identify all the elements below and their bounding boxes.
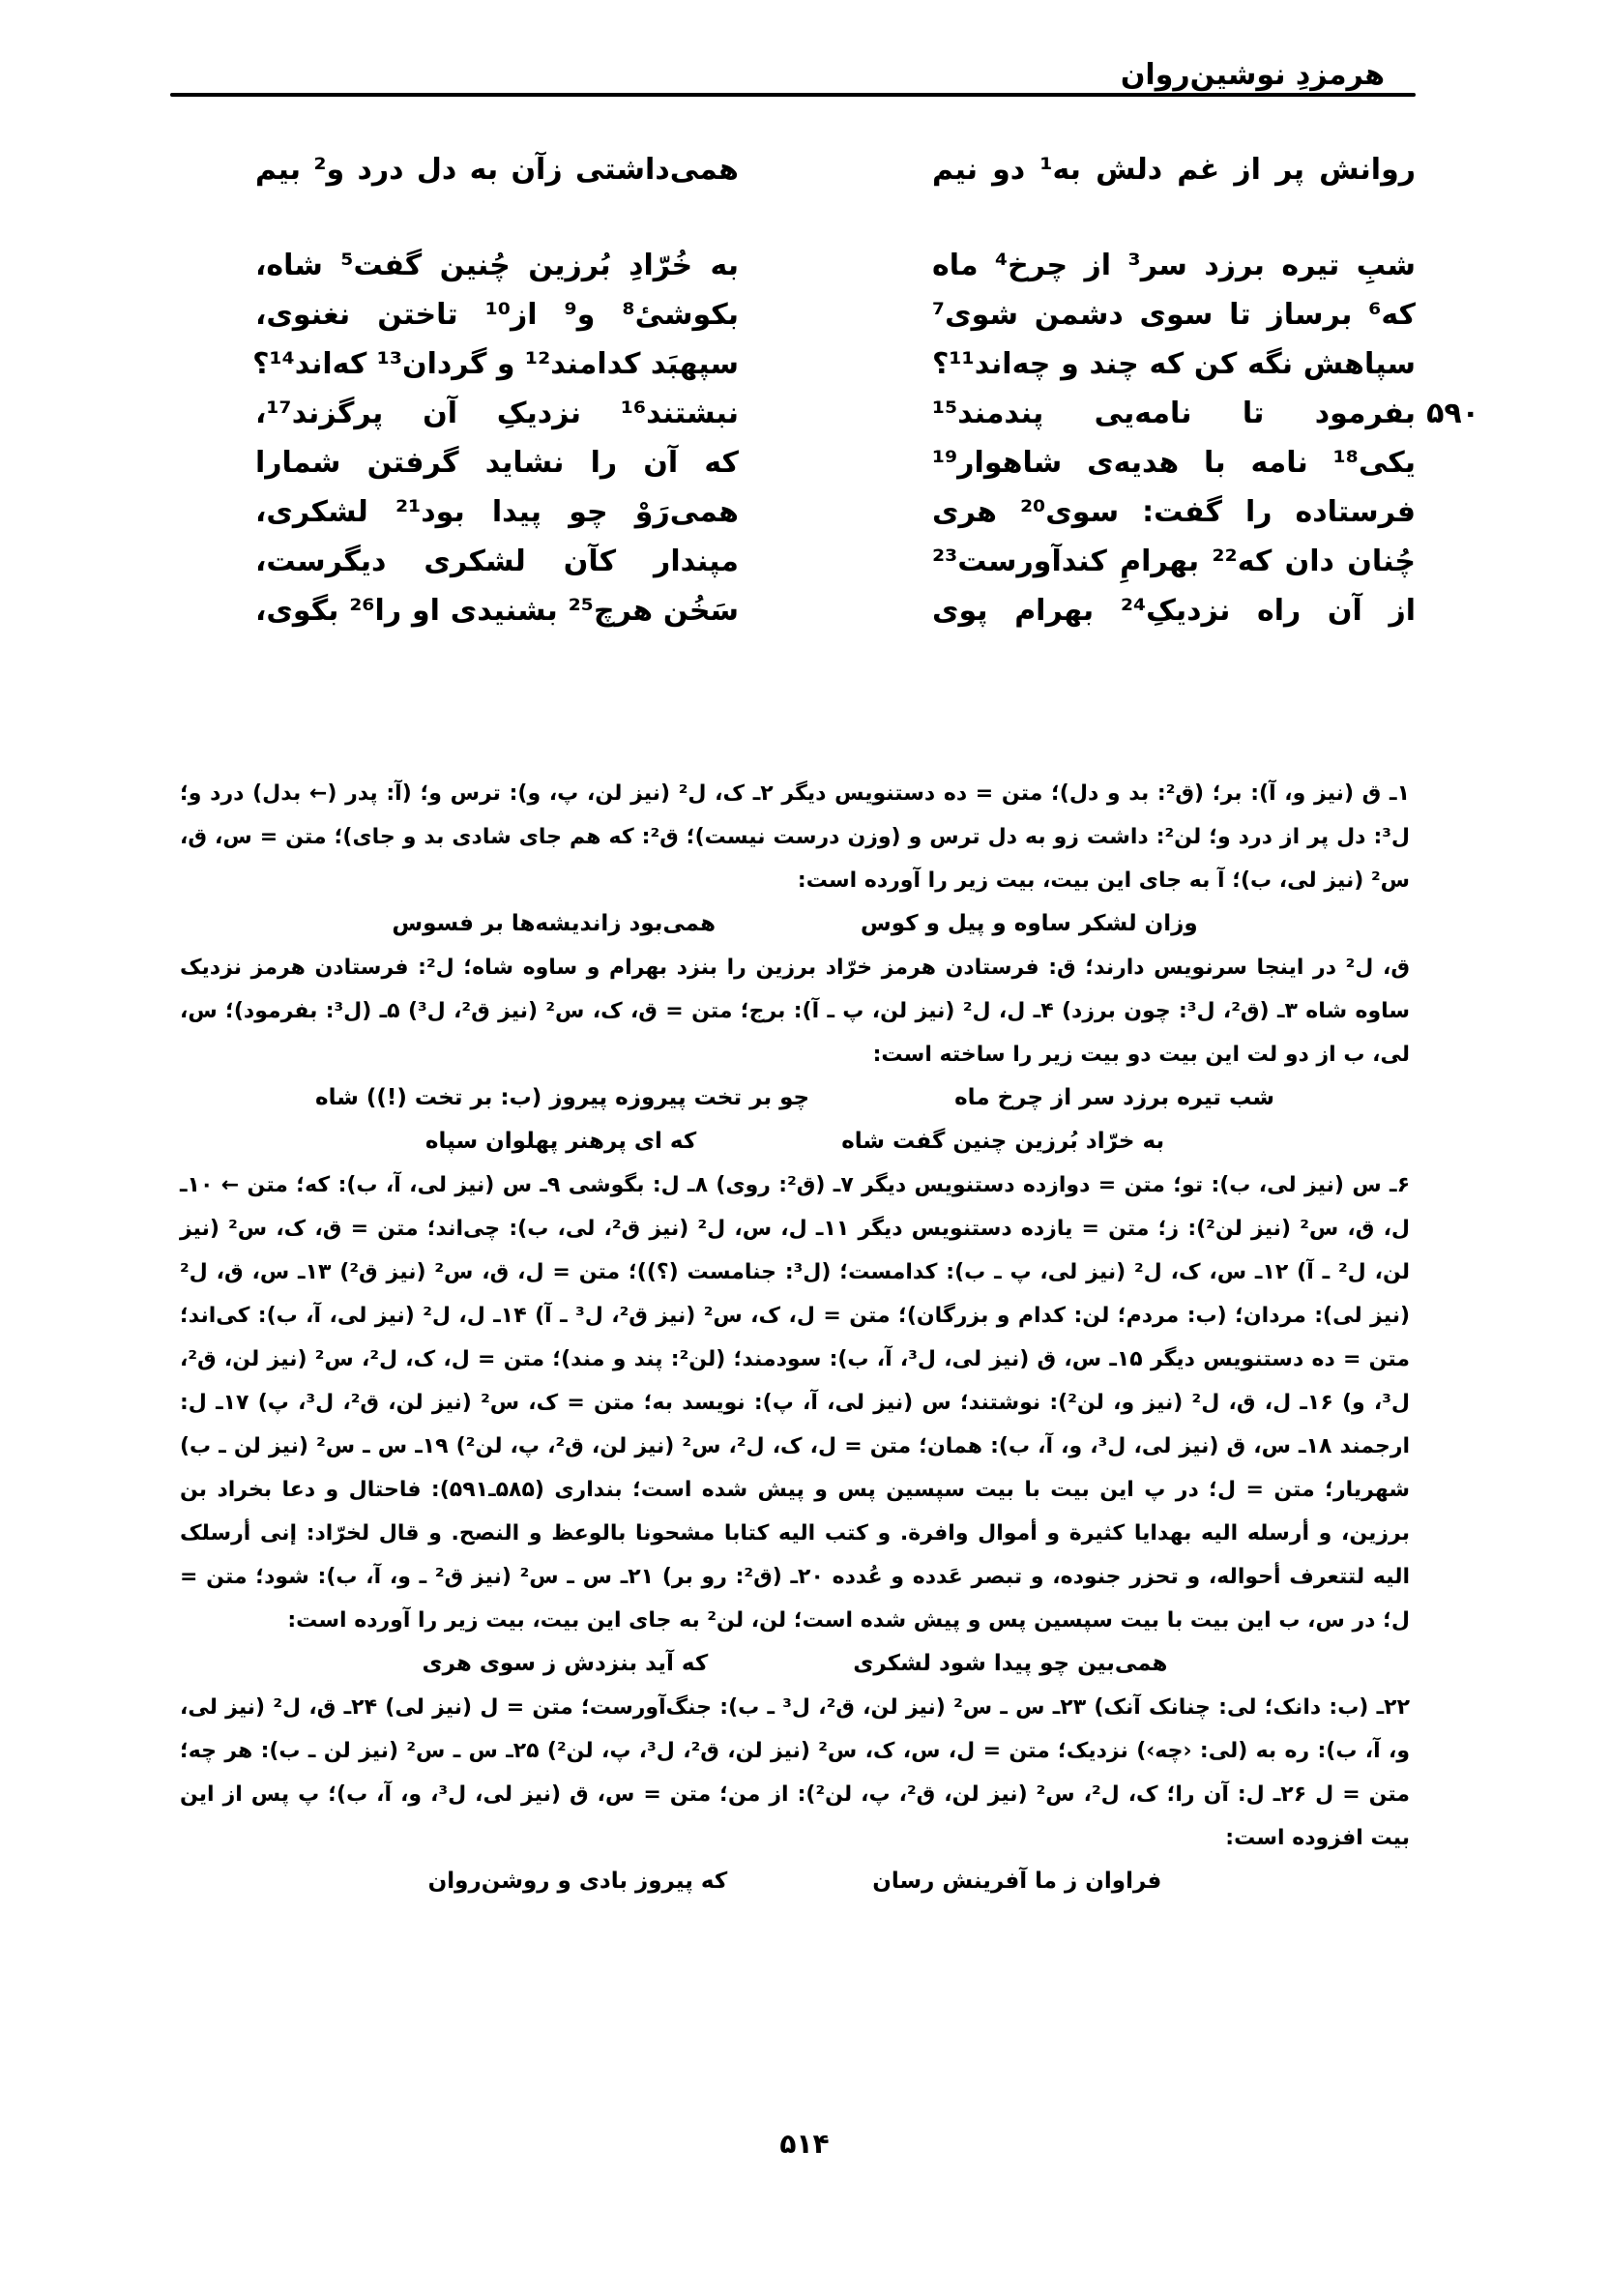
footnote-paragraph: ۲۲ـ (ب: دانک؛ لی: چنانک آنک) ۲۳ـ س ـ س² (نیز لن، ق²، ل³ ـ ب): جنگ‌آورست؛ متن = ل (نیز لی) ۲۴ـ ق، ل² (نیز لی، و، آ، ب): ره به (لی: ‹چه›) نزدیک؛ متن = ل، س، ک، س² (نیز لن، ق²، ل³، پ، لن²) ۲۵ـ س ـ س² (نیز لن ـ ب): هر چه؛ متن = ل ۲۶ـ ل: آن را؛ ک، ل²، س² (نیز لن، ق²، پ، لن²): از من؛ متن = س، ق (نیز لی، ل³، و، آ، ب)؛ پ پس از این بیت افزوده است: bbox=[180, 1695, 1411, 1850]
verse-couplet bbox=[255, 290, 1416, 339]
verse-couplet bbox=[255, 389, 1479, 438]
quoted-hemistich-right: فراوان ز ما آفرینش رسان bbox=[872, 1869, 1162, 1894]
running-title: هرمزدِ نوشین‌روان bbox=[1120, 58, 1385, 92]
header-rule bbox=[170, 93, 1416, 97]
hemistich-right: چُنان دان که²² بهرامِ کندآورست²³ bbox=[932, 545, 1416, 578]
quoted-hemistich-left: همی‌بود زاندیشه‌ها بر فسوس bbox=[392, 911, 717, 936]
hemistich-left: همی‌داشتی زآن به دل درد و² بیم bbox=[255, 153, 739, 187]
hemistich-left: همی‌رَوْ چو پیدا بود²¹ لشکری، bbox=[255, 495, 739, 529]
quoted-couplet bbox=[180, 1642, 1410, 1686]
page-number: ۵۱۴ bbox=[779, 2128, 830, 2160]
hemistich-right: سپاهش نگه کن که چند و چه‌اند¹¹؟ bbox=[932, 347, 1416, 381]
footnote-paragraph: ۱ـ ق (نیز و، آ): بر؛ (ق²: بد و دل)؛ متن = ده دستنویس دیگر ۲ـ ک، ل² (نیز لن، پ، و): ترس و؛ (آ: پدر (← بدل) درد و؛ ل³: دل پر از درد و؛ لن²: داشت زو به دل ترس و (وزن درست نیست)؛ ق²: که هم جای شادی بد و جای)؛ متن = س، ق، س² (نیز لی، ب)؛ آ به جای این بیت، بیت زیر را آورده است: bbox=[180, 781, 1411, 893]
footnote-paragraph: ۶ـ س (نیز لی، ب): تو؛ متن = دوازده دستنویس دیگر ۷ـ (ق²: روی) ۸ـ ل: بگوشی ۹ـ س (نیز لی، آ، ب): که؛ متن ← ۱۰ـ ل، ق، س² (نیز لن²): ز؛ متن = یازده دستنویس دیگر ۱۱ـ ل، س، ل² (نیز ق²، لی، ب): چی‌اند؛ متن = ق، ک، س² (نیز لن، ل² ـ آ) ۱۲ـ س، ک، ل² (نیز لی، پ ـ ب): کدامست؛ (ل³: جنامست (؟))؛ متن = ل، ق، س² (نیز ق²) ۱۳ـ س، ق، ل² (نیز لی): مردان؛ (ب: مردم؛ لن: کدام و بزرگان)؛ متن = ل، ک، س² (نیز ق²، ل³ ـ آ) ۱۴ـ ل، ل² (نیز لی، آ، ب): کی‌اند؛ متن = ده دستنویس دیگر ۱۵ـ س، ق (نیز لی، ل³، آ، ب): سودمند؛ (لن²: پند و مند)؛ متن = ل، ک، ل²، س² (نیز لن، ق²، ل³، و) ۱۶ـ ل، ق، ل² (نیز و، لن²): نوشتند؛ س (نیز لی، آ، پ): نویسد به؛ متن = ک، س² (نیز لن، ق²، ل³، پ) ۱۷ـ ل: ارجمند ۱۸ـ س، ق (نیز لی، ل³، و، آ، ب): همان؛ متن = ل، ک، ل²، س² (نیز لن، ق²، پ، لن²) ۱۹ـ س ـ س² (نیز لن ـ ب) شهریار؛ متن = ل؛ در پ این بیت با بیت سپسین پس و پیش شده است؛ بنداری (۵۸۵ـ۵۹۱): فاحتال و دعا بخراد بن برزین، و أرسله الیه بهدایا کثیرة و أموال وافرة. و کتب الیه کتابا مشحونا بالوعظ و النصح. و قال لخرّاد: إنی أرسلک الیه لتتعرف أحواله، و تحزر جنوده، و تبصر عَدده و عُدده ۲۰ـ (ق²: رو بر) ۲۱ـ س ـ س² (نیز ق² ـ و، آ، ب): شود؛ متن = ل؛ در س، ب این بیت با بیت سپسین پس و پیش شده است؛ لن، لن² به جای این بیت، بیت زیر را آورده است: bbox=[180, 1173, 1411, 1633]
hemistich-left: که آن را نشاید گرفتن شمارا bbox=[255, 446, 739, 480]
quoted-hemistich-left: چو بر تخت پیروزه پیروز (ب: بر تخت (!)) شاه bbox=[315, 1085, 810, 1110]
hemistich-right: از آن راه نزدیکِ²⁴ بهرام پوی bbox=[932, 594, 1416, 628]
hemistich-right: که⁶ برساز تا سوی دشمن شوی⁷ bbox=[932, 298, 1416, 332]
quoted-couplet bbox=[180, 1120, 1410, 1163]
quoted-couplet bbox=[180, 1860, 1410, 1903]
hemistich-left: بکوشیٔ⁸ و⁹ از¹⁰ تاختن نغنوی، bbox=[255, 298, 740, 332]
hemistich-left: سپهبَد کدامند¹² و گردان¹³ که‌اند¹⁴؟ bbox=[252, 347, 739, 381]
quoted-couplet bbox=[180, 902, 1410, 946]
hemistich-right: بفرمود تا نامه‌یی پندمند¹⁵ bbox=[932, 397, 1416, 430]
footnote-paragraph: ق، ل² در اینجا سرنویس دارند؛ ق: فرستادن هرمز خرّاد برزین را بنزد بهرام و ساوه شاه؛ ل²: فرستادن هرمز نزدیک ساوه شاه ۳ـ (ق²، ل³: چون برزد) ۴ـ ل، ل² (نیز لن، پ ـ آ): برج؛ متن = ق، ک، س² (نیز ق²، ل³) ۵ـ (ل³: بفرمود)؛ س، لی، ب از دو لت این بیت دو بیت زیر را ساخته است: bbox=[180, 956, 1411, 1067]
verse-couplet bbox=[255, 241, 1416, 290]
quoted-hemistich-right: همی‌بین چو پیدا شود لشکری bbox=[853, 1651, 1168, 1676]
footnotes-apparatus bbox=[180, 772, 1410, 1903]
verse-number: ۵۹۰ bbox=[1426, 397, 1479, 430]
quoted-hemistich-left: که پیروز بادی و روشن‌روان bbox=[427, 1869, 728, 1894]
hemistich-left: نبشتند¹⁶ نزدیکِ آن پرگزند¹⁷، bbox=[255, 397, 739, 430]
hemistich-right: روانش پر از غم دلش به¹ دو نیم bbox=[932, 153, 1417, 187]
poem-verses bbox=[252, 145, 1479, 635]
hemistich-left: به خُرّادِ بُرزین چُنین گفت⁵ شاه، bbox=[255, 249, 739, 282]
verse-couplet bbox=[252, 339, 1416, 389]
verse-couplet bbox=[255, 438, 1416, 487]
hemistich-right: فرستاده را گفت: سوی²⁰ هری bbox=[932, 495, 1416, 529]
quoted-hemistich-right: وزان لشکر ساوه و پیل و کوس bbox=[861, 911, 1198, 936]
quoted-couplet bbox=[180, 1076, 1410, 1120]
quoted-hemistich-right: به خرّاد بُرزین چنین گفت شاه bbox=[841, 1129, 1165, 1154]
hemistich-right: شبِ تیره برزد سر³ از چرخ⁴ ماه bbox=[932, 249, 1416, 282]
verse-couplet bbox=[255, 586, 1416, 635]
quoted-hemistich-left: که آید بنزدش ز سوی هری bbox=[422, 1651, 709, 1676]
hemistich-right: یکی¹⁸ نامه با هدیه‌ی شاهوار¹⁹ bbox=[932, 446, 1416, 480]
verse-couplet bbox=[255, 537, 1416, 586]
verse-couplet bbox=[255, 487, 1416, 537]
hemistich-left: سَخُن هرچ²⁵ بشنیدی او را²⁶ بگوی، bbox=[255, 594, 739, 628]
quoted-hemistich-left: که ای پرهنر پهلوان سپاه bbox=[424, 1129, 697, 1154]
verse-couplet bbox=[255, 145, 1416, 194]
hemistich-left: مپندار کآن لشکری دیگرست، bbox=[255, 545, 739, 578]
quoted-hemistich-right: شب تیره برزد سر از چرخ ماه bbox=[954, 1085, 1274, 1110]
